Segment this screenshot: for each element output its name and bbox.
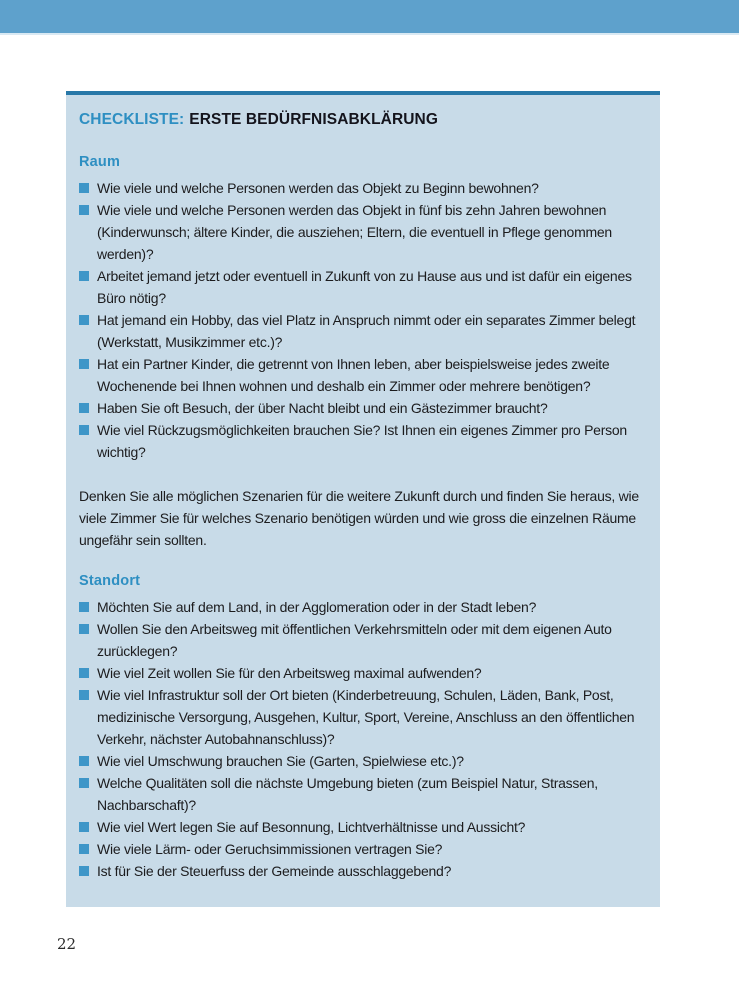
checklist-item (79, 662, 640, 684)
bullet-square-icon (79, 668, 89, 678)
checklist-item-text: Hat jemand ein Hobby, das viel Platz in Anspruch nimmt oder ein separates Zimmer belegt (Werkstatt, Musikzimmer etc.)? (97, 312, 636, 350)
checklist-item (79, 816, 640, 838)
bullet-square-icon (79, 844, 89, 854)
checklist-item (79, 772, 640, 816)
section-heading-standort: Standort (79, 573, 141, 589)
checklist-item-text: Wie viel Zeit wollen Sie für den Arbeitsweg maximal aufwenden? (97, 665, 482, 681)
checklist-item-text: Wie viel Infrastruktur soll der Ort bieten (Kinderbetreuung, Schulen, Läden, Bank, Post, medizinische Versorgung, Ausgehen, Kultur, Sport, Vereine, Anschluss an den öffentlichen Verkehr, nächster Autobahnanschluss)? (97, 687, 635, 747)
page-footer (57, 935, 739, 954)
checklist-item (79, 309, 640, 353)
bullet-square-icon (79, 756, 89, 766)
checklist-item (79, 177, 640, 199)
page-top-banner (0, 0, 739, 35)
checklist-item (79, 596, 640, 618)
bullet-square-icon (79, 822, 89, 832)
bullet-square-icon (79, 624, 89, 634)
checklist-item-text: Wie viel Umschwung brauchen Sie (Garten, Spielwiese etc.)? (97, 753, 464, 769)
bullet-square-icon (79, 690, 89, 700)
checklist-title-text: ERSTE BEDÜRFNISABKLÄRUNG (189, 111, 438, 128)
bullet-square-icon (79, 602, 89, 612)
page-number: 22 (57, 935, 77, 953)
bullet-square-icon (79, 425, 89, 435)
checklist-item (79, 684, 640, 750)
bullet-square-icon (79, 778, 89, 788)
checklist-label: CHECKLISTE: (79, 111, 185, 128)
section-heading-raum: Raum (79, 154, 121, 170)
checklist-item-text: Wie viel Wert legen Sie auf Besonnung, Lichtverhältnisse und Aussicht? (97, 819, 526, 835)
checklist-content (79, 154, 640, 882)
bullet-square-icon (79, 315, 89, 325)
checklist-item-text: Hat ein Partner Kinder, die getrennt von Ihnen leben, aber beispielsweise jedes zweite Wochenende bei Ihnen wohnen und deshalb ein Zimmer oder mehrere benötigen? (97, 356, 610, 394)
checklist-box (66, 91, 660, 907)
checklist-item-text: Ist für Sie der Steuerfuss der Gemeinde ausschlaggebend? (97, 863, 452, 879)
bullet-square-icon (79, 359, 89, 369)
bullet-square-icon (79, 183, 89, 193)
checklist-item (79, 838, 640, 860)
checklist-item (79, 750, 640, 772)
checklist-item-text: Wie viele Lärm- oder Geruchsimmissionen vertragen Sie? (97, 841, 443, 857)
checklist-item-text: Möchten Sie auf dem Land, in der Agglomeration oder in der Stadt leben? (97, 599, 537, 615)
checklist-item-text: Wie viel Rückzugsmöglichkeiten brauchen Sie? Ist Ihnen ein eigenes Zimmer pro Person wichtig? (97, 422, 627, 460)
checklist-item-text: Arbeitet jemand jetzt oder eventuell in Zukunft von zu Hause aus und ist dafür ein eigenes Büro nötig? (97, 268, 632, 306)
checklist-item (79, 618, 640, 662)
checklist-item-text: Haben Sie oft Besuch, der über Nacht bleibt und ein Gästezimmer braucht? (97, 400, 548, 416)
checklist-item-text: Wie viele und welche Personen werden das Objekt zu Beginn bewohnen? (97, 180, 539, 196)
note-paragraph: Denken Sie alle möglichen Szenarien für die weitere Zukunft durch und finden Sie heraus, wie viele Zimmer Sie für welches Szenario benötigen würden und wie gross die einzelnen Räume ungefähr sein sollten. (79, 488, 639, 548)
bullet-square-icon (79, 866, 89, 876)
checklist-item (79, 397, 640, 419)
checklist-item (79, 265, 640, 309)
checklist-item (79, 353, 640, 397)
checklist-title (79, 111, 640, 129)
checklist-item-text: Wollen Sie den Arbeitsweg mit öffentlichen Verkehrsmitteln oder mit dem eigenen Auto zurücklegen? (97, 621, 612, 659)
checklist-item-text: Wie viele und welche Personen werden das Objekt in fünf bis zehn Jahren bewohnen (Kinderwunsch; ältere Kinder, die ausziehen; Eltern, die eventuell in Pflege genommen werden)? (97, 202, 612, 262)
checklist-items (79, 177, 640, 463)
checklist-items (79, 596, 640, 882)
bullet-square-icon (79, 205, 89, 215)
bullet-square-icon (79, 403, 89, 413)
bullet-square-icon (79, 271, 89, 281)
checklist-item (79, 199, 640, 265)
checklist-item-text: Welche Qualitäten soll die nächste Umgebung bieten (zum Beispiel Natur, Strassen, Nachbarschaft)? (97, 775, 598, 813)
checklist-item (79, 419, 640, 463)
checklist-item (79, 860, 640, 882)
